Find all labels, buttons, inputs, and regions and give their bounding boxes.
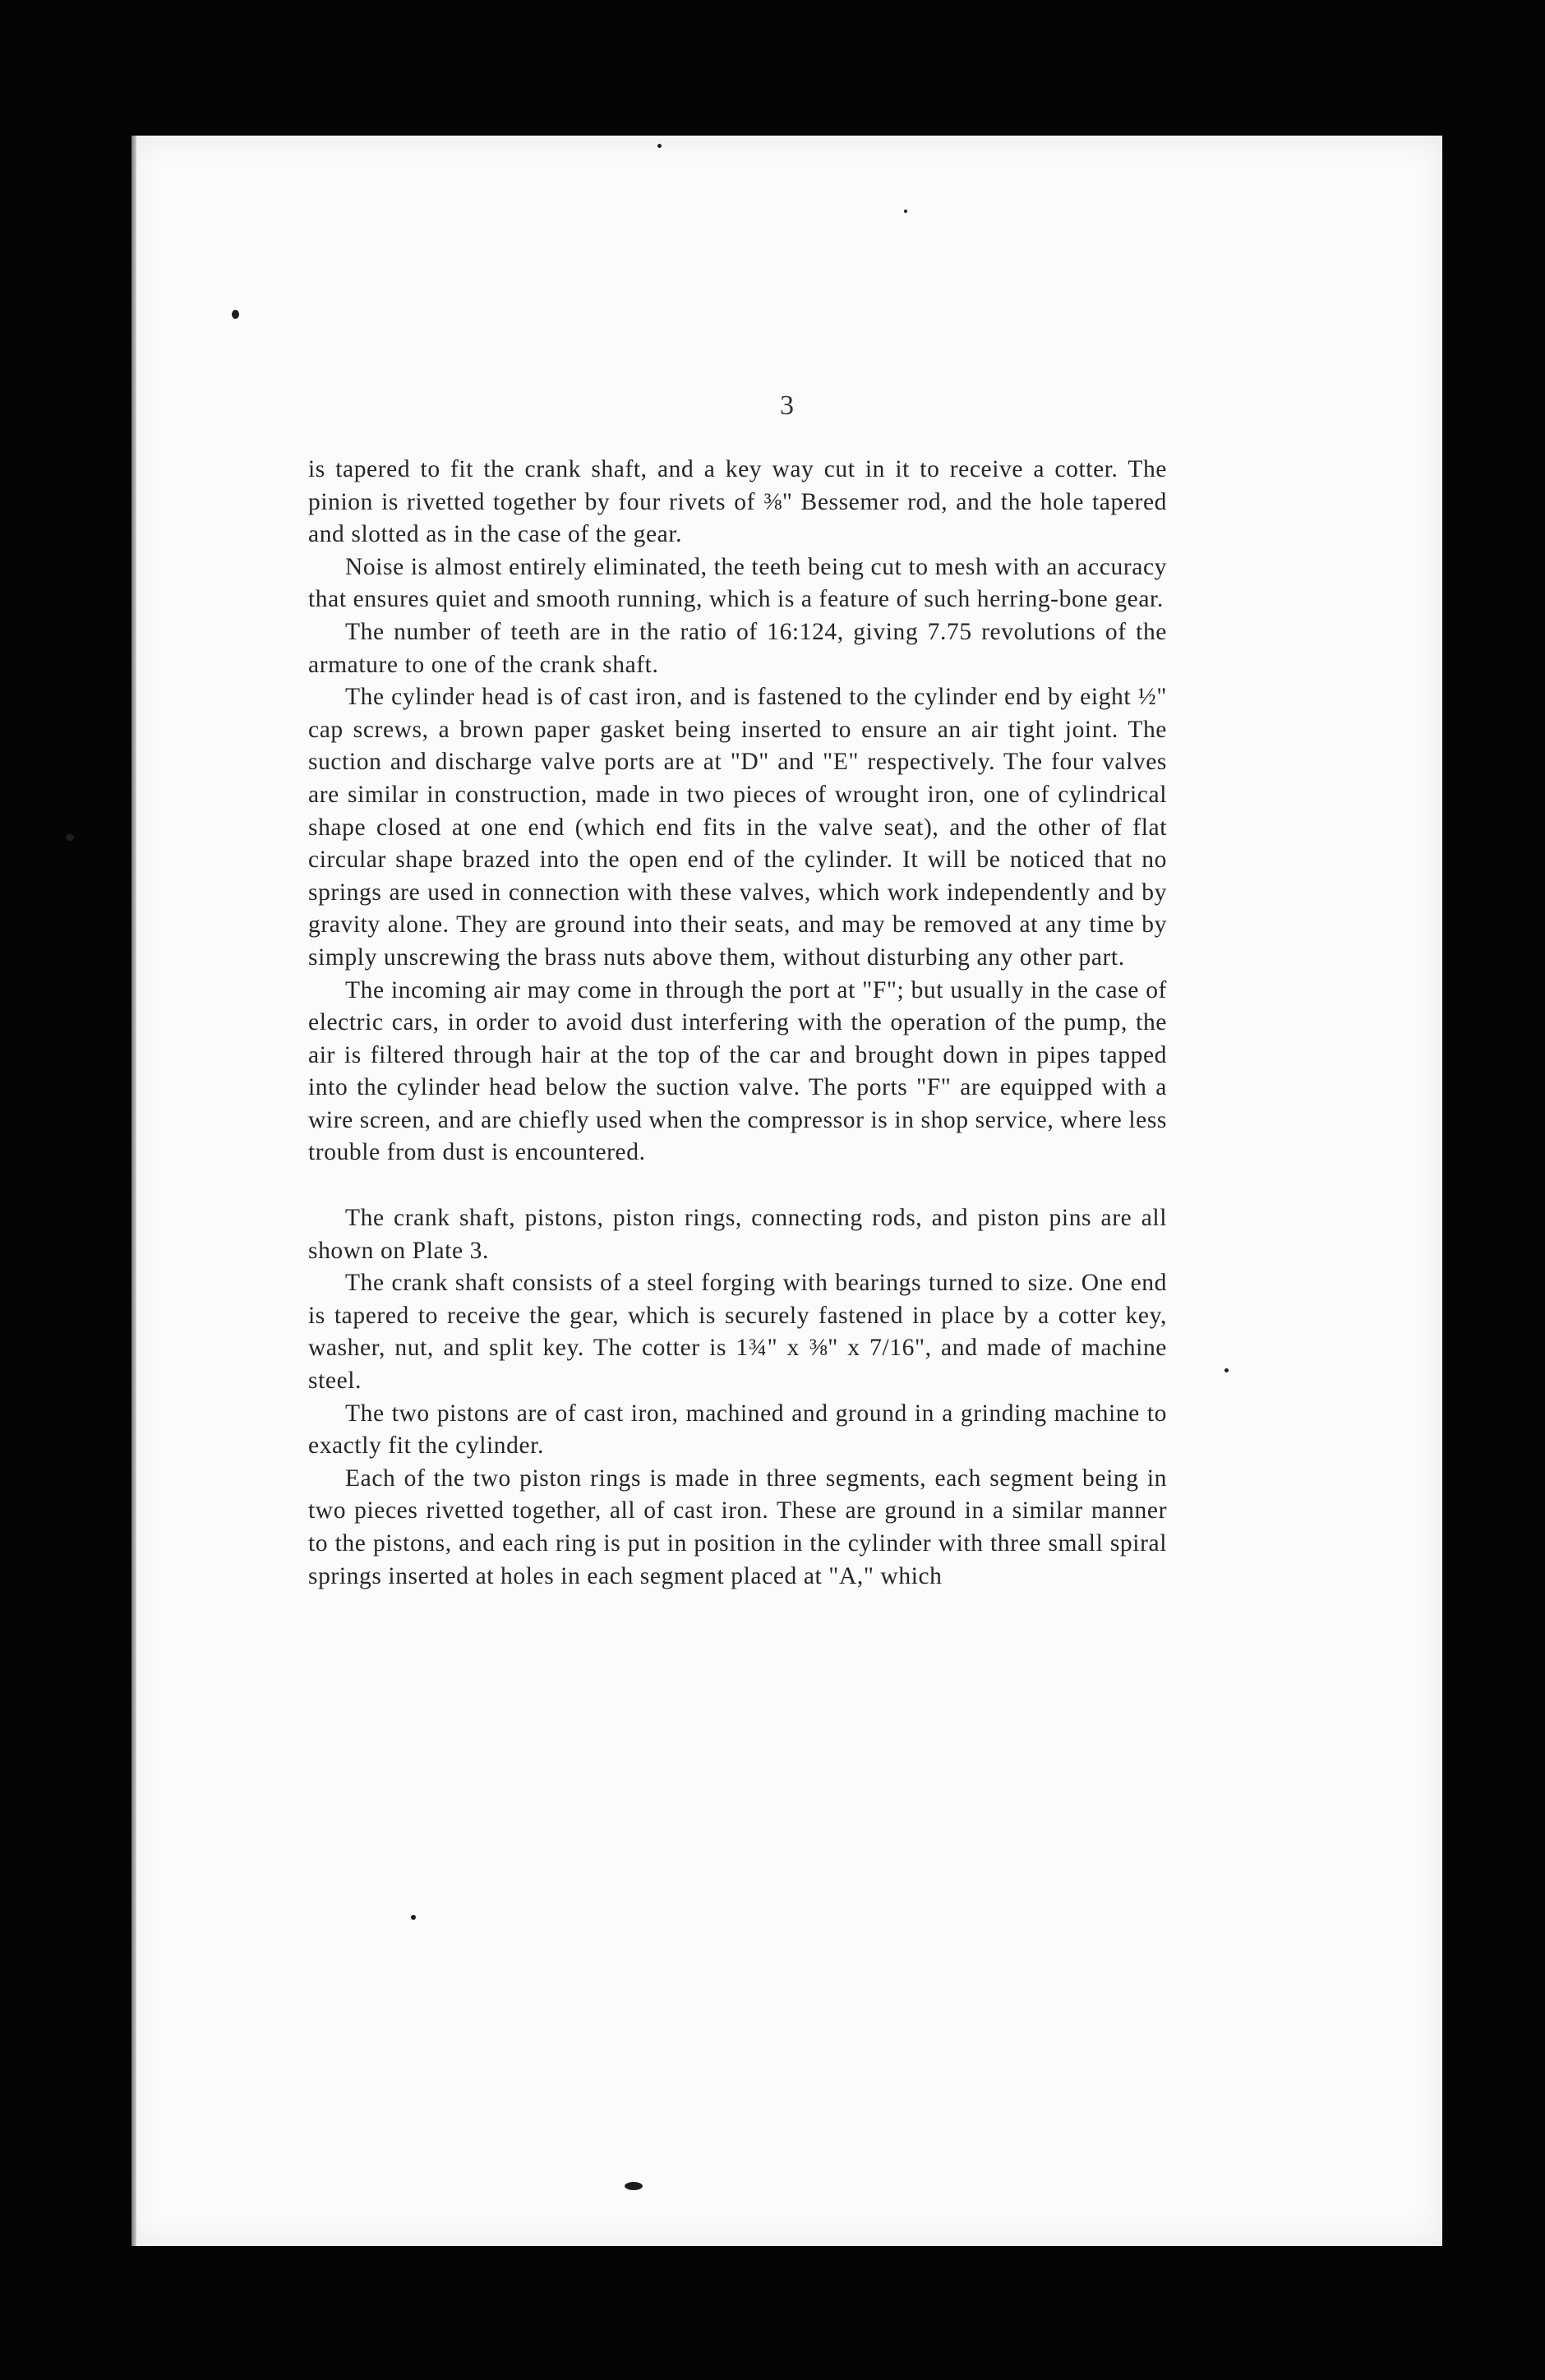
page-number: 3	[780, 390, 794, 421]
paragraph: The crank shaft, pistons, piston rings, connecting rods, and piston pins are all shown on Plate 3.	[308, 1205, 1167, 1264]
paragraph: Noise is almost entirely eliminated, the teeth being cut to mesh with an accuracy that ensures quiet and smooth running, which is a feature of such herring-bone gear.	[308, 553, 1167, 613]
paragraph: The number of teeth are in the ratio of 16:124, giving 7.75 revolutions of the armature to one of the crank shaft.	[308, 618, 1167, 678]
paragraph: The incoming air may come in through the port at "F"; but usually in the case of electric cars, in order to avoid dust interfering with the operation of the pump, the air is filtered through hair at the top of the car and brought down in pipes tapped into the cylinder head below the suction valve. The ports "F" are equipped with a wire screen, and are chiefly used when the compressor is in shop service, where less trouble from dust is encountered.	[308, 976, 1167, 1166]
paragraph: The two pistons are of cast iron, machined and ground in a grinding machine to exactly fit the cylinder.	[308, 1400, 1167, 1460]
document-page	[131, 136, 1442, 2246]
page-binding-edge	[131, 136, 136, 2246]
scan-speck	[232, 310, 239, 319]
paragraph: The cylinder head is of cast iron, and is fastened to the cylinder end by eight ½" cap screws, a brown paper gasket being inserted to ensure an air tight joint. The suction and discharge valve ports are at "D" and "E" respectively. The four valves are similar in construction, made in two pieces of wrought iron, one of cylindrical shape closed at one end (which end fits in the valve seat), and the other of flat circular shape brazed into the open end of the cylinder. It will be noticed that no springs are used in connection with these valves, which work independently and by gravity alone. They are ground into their seats, and may be removed at any time by simply unscrewing the brass nuts above them, without disturbing any other part.	[308, 684, 1167, 971]
scan-speck	[657, 144, 662, 148]
body-text	[308, 454, 1167, 1593]
scan-speck	[66, 834, 74, 841]
scan-speck	[904, 210, 907, 213]
scan-speck	[625, 2182, 643, 2190]
scan-speck	[411, 1915, 416, 1920]
paragraph: is tapered to fit the crank shaft, and a key way cut in it to receive a cotter. The pinion is rivetted together by four rivets of ⅜" Bessemer rod, and the hole tapered and slotted as in the case of the gear.	[308, 456, 1167, 548]
section-gap	[308, 1169, 1167, 1202]
paragraph: The crank shaft consists of a steel forging with bearings turned to size. One end is tapered to receive the gear, which is securely fastened in place by a cotter key, washer, nut, and split key. The cotter is 1¾" x ⅜" x 7/16", and made of machine steel.	[308, 1270, 1167, 1395]
paragraph: Each of the two piston rings is made in three segments, each segment being in two pieces rivetted together, all of cast iron. These are ground in a similar manner to the pistons, and each ring is put in position in the cylinder with three small spiral springs inserted at holes in each segment placed at "A," which	[308, 1464, 1167, 1589]
scan-speck	[1224, 1368, 1229, 1372]
